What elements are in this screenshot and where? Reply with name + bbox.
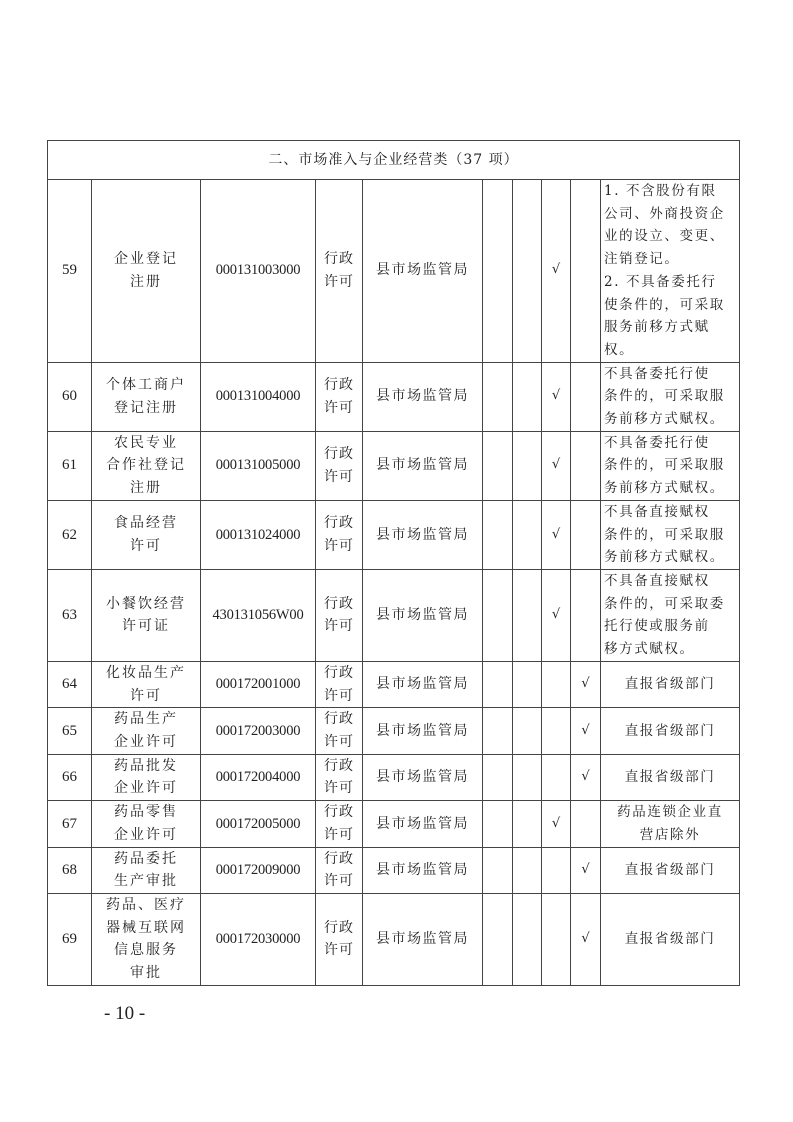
- table-row: [48, 801, 740, 847]
- name-line: 药品、医疗: [106, 896, 186, 913]
- note-line: 1. 不含股份有限: [604, 183, 717, 199]
- department: 县市场监管局: [363, 431, 483, 500]
- item-code: 430131056W00: [201, 569, 316, 661]
- type-line: 许可: [324, 826, 354, 843]
- note-line: 条件的，可采取服: [604, 457, 725, 474]
- remark: [601, 362, 740, 431]
- note-line: 务前移方式赋权。: [604, 480, 725, 497]
- item-code: 000131003000: [201, 180, 316, 363]
- name-line: 企业许可: [114, 780, 178, 797]
- check-cell-c2: [513, 569, 542, 661]
- table-row: [48, 708, 740, 754]
- item-code: 000131005000: [201, 431, 316, 500]
- type-line: 许可: [324, 618, 354, 635]
- name-line: 药品委托: [114, 850, 178, 867]
- row-number: 64: [48, 661, 92, 707]
- department: 县市场监管局: [363, 661, 483, 707]
- item-name: [92, 661, 201, 707]
- note-line: 不具备直接赋权: [604, 573, 710, 590]
- check-cell-c3: √: [542, 569, 571, 661]
- note-line: 使条件的，可采取: [604, 296, 725, 313]
- check-cell-c4: [571, 180, 601, 363]
- name-line: 药品零售: [114, 804, 178, 821]
- check-cell-c2: [513, 180, 542, 363]
- item-name: [92, 754, 201, 800]
- item-type: [316, 754, 363, 800]
- note-line: 直报省级部门: [624, 722, 716, 739]
- check-cell-c4: √: [571, 754, 601, 800]
- type-line: 行政: [324, 446, 354, 463]
- item-type: [316, 893, 363, 985]
- check-cell-c2: [513, 847, 542, 893]
- table-row: [48, 431, 740, 500]
- check-cell-c3: √: [542, 431, 571, 500]
- note-line: 直报省级部门: [624, 931, 716, 948]
- row-number: 61: [48, 431, 92, 500]
- note-line: 直报省级部门: [624, 769, 716, 786]
- check-cell-c4: √: [571, 661, 601, 707]
- check-cell-c1: [483, 362, 513, 431]
- check-cell-c3: [542, 661, 571, 707]
- type-line: 许可: [324, 273, 354, 290]
- type-line: 许可: [324, 399, 354, 416]
- department: 县市场监管局: [363, 754, 483, 800]
- table-row: [48, 661, 740, 707]
- item-code: 000131004000: [201, 362, 316, 431]
- item-type: [316, 801, 363, 847]
- remark: [601, 431, 740, 500]
- department: 县市场监管局: [363, 893, 483, 985]
- note-line: 营店除外: [639, 826, 701, 843]
- item-type: [316, 847, 363, 893]
- name-line: 企业登记: [114, 251, 178, 268]
- item-name: [92, 500, 201, 569]
- name-line: 生产审批: [114, 873, 178, 890]
- type-line: 许可: [324, 942, 354, 959]
- check-cell-c4: [571, 431, 601, 500]
- note-line: 不具备委托行使: [604, 365, 710, 382]
- check-cell-c4: [571, 500, 601, 569]
- type-line: 许可: [324, 734, 354, 751]
- type-line: 行政: [324, 376, 354, 393]
- section-row: [48, 141, 740, 180]
- table-row: [48, 180, 740, 363]
- row-number: 62: [48, 500, 92, 569]
- item-type: [316, 362, 363, 431]
- table-row: [48, 754, 740, 800]
- note-line: 注销登记。: [604, 251, 680, 268]
- item-table: [47, 140, 740, 986]
- check-cell-c2: [513, 893, 542, 985]
- note-line: 直报省级部门: [624, 676, 716, 693]
- check-cell-c4: [571, 569, 601, 661]
- type-line: 行政: [324, 804, 354, 821]
- name-line: 许可证: [122, 618, 170, 635]
- check-cell-c1: [483, 569, 513, 661]
- row-number: 59: [48, 180, 92, 363]
- check-cell-c1: [483, 431, 513, 500]
- note-line: 直报省级部门: [624, 861, 716, 878]
- note-line: 权。: [604, 341, 635, 358]
- name-line: 企业许可: [114, 734, 178, 751]
- check-cell-c2: [513, 500, 542, 569]
- note-line: 条件的，可采取服: [604, 388, 725, 405]
- table-row: [48, 847, 740, 893]
- page-number: - 10 -: [104, 1003, 146, 1024]
- note-line: 务前移方式赋权。: [604, 549, 725, 566]
- check-cell-c2: [513, 431, 542, 500]
- check-cell-c1: [483, 500, 513, 569]
- department: 县市场监管局: [363, 708, 483, 754]
- item-name: [92, 847, 201, 893]
- name-line: 药品生产: [114, 711, 178, 728]
- check-cell-c4: [571, 801, 601, 847]
- remark: [601, 893, 740, 985]
- check-cell-c4: [571, 362, 601, 431]
- name-line: 许可: [130, 537, 162, 554]
- check-cell-c1: [483, 893, 513, 985]
- name-line: 许可: [130, 687, 162, 704]
- item-name: [92, 569, 201, 661]
- check-cell-c1: [483, 847, 513, 893]
- item-name: [92, 362, 201, 431]
- type-line: 行政: [324, 515, 354, 532]
- department: 县市场监管局: [363, 847, 483, 893]
- type-line: 行政: [324, 595, 354, 612]
- remark: [601, 180, 740, 363]
- item-type: [316, 180, 363, 363]
- type-line: 许可: [324, 687, 354, 704]
- check-cell-c1: [483, 754, 513, 800]
- department: 县市场监管局: [363, 801, 483, 847]
- item-code: 000172009000: [201, 847, 316, 893]
- check-cell-c4: √: [571, 893, 601, 985]
- item-code: 000172005000: [201, 801, 316, 847]
- name-line: 化妆品生产: [106, 664, 186, 681]
- row-number: 69: [48, 893, 92, 985]
- note-line: 药品连锁企业直: [617, 804, 723, 821]
- check-cell-c4: √: [571, 847, 601, 893]
- remark: [601, 569, 740, 661]
- check-cell-c3: √: [542, 362, 571, 431]
- section-title: 二、市场准入与企业经营类（37 项）: [48, 141, 740, 180]
- note-line: 公司、外商投资企: [604, 205, 725, 222]
- note-line: 服务前移方式赋: [604, 319, 710, 336]
- check-cell-c3: [542, 754, 571, 800]
- check-cell-c2: [513, 362, 542, 431]
- check-cell-c1: [483, 708, 513, 754]
- item-type: [316, 569, 363, 661]
- item-name: [92, 801, 201, 847]
- remark: [601, 500, 740, 569]
- name-line: 审批: [130, 965, 162, 982]
- remark: [601, 801, 740, 847]
- note-line: 托行使或服务前: [604, 618, 710, 635]
- row-number: 60: [48, 362, 92, 431]
- name-line: 器械互联网: [106, 919, 186, 936]
- row-number: 65: [48, 708, 92, 754]
- row-number: 63: [48, 569, 92, 661]
- check-cell-c1: [483, 661, 513, 707]
- name-line: 企业许可: [114, 826, 178, 843]
- department: 县市场监管局: [363, 362, 483, 431]
- name-line: 农民专业: [114, 434, 178, 451]
- type-line: 许可: [324, 537, 354, 554]
- item-code: 000172030000: [201, 893, 316, 985]
- name-line: 合作社登记: [106, 457, 186, 474]
- row-number: 68: [48, 847, 92, 893]
- remark: [601, 847, 740, 893]
- check-cell-c3: √: [542, 801, 571, 847]
- item-name: [92, 893, 201, 985]
- note-line: 不具备直接赋权: [604, 503, 710, 520]
- note-line: 移方式赋权。: [604, 641, 695, 658]
- name-line: 药品批发: [114, 757, 178, 774]
- type-line: 行政: [324, 919, 354, 936]
- type-line: 行政: [324, 251, 354, 268]
- item-type: [316, 500, 363, 569]
- item-code: 000172001000: [201, 661, 316, 707]
- table-row: [48, 893, 740, 985]
- row-number: 67: [48, 801, 92, 847]
- type-line: 行政: [324, 664, 354, 681]
- check-cell-c3: [542, 708, 571, 754]
- name-line: 登记注册: [114, 399, 178, 416]
- note-line: 条件的，可采取委: [604, 595, 725, 612]
- check-cell-c3: √: [542, 180, 571, 363]
- row-number: 66: [48, 754, 92, 800]
- check-cell-c2: [513, 754, 542, 800]
- type-line: 许可: [324, 468, 354, 485]
- type-line: 行政: [324, 757, 354, 774]
- check-cell-c3: [542, 847, 571, 893]
- item-type: [316, 431, 363, 500]
- name-line: 食品经营: [114, 515, 178, 532]
- name-line: 信息服务: [114, 942, 178, 959]
- check-cell-c4: √: [571, 708, 601, 754]
- remark: [601, 754, 740, 800]
- check-cell-c3: √: [542, 500, 571, 569]
- note-line: 不具备委托行使: [604, 434, 710, 451]
- item-code: 000131024000: [201, 500, 316, 569]
- remark: [601, 708, 740, 754]
- type-line: 行政: [324, 850, 354, 867]
- department: 县市场监管局: [363, 569, 483, 661]
- table-row: [48, 500, 740, 569]
- type-line: 许可: [324, 780, 354, 797]
- check-cell-c2: [513, 661, 542, 707]
- check-cell-c3: [542, 893, 571, 985]
- item-name: [92, 180, 201, 363]
- table-row: [48, 569, 740, 661]
- remark: [601, 661, 740, 707]
- item-type: [316, 661, 363, 707]
- item-name: [92, 708, 201, 754]
- name-line: 注册: [130, 273, 162, 290]
- type-line: 许可: [324, 873, 354, 890]
- department: 县市场监管局: [363, 500, 483, 569]
- item-name: [92, 431, 201, 500]
- name-line: 小餐饮经营: [106, 595, 186, 612]
- name-line: 注册: [130, 480, 162, 497]
- note-line: 务前移方式赋权。: [604, 411, 725, 428]
- name-line: 个体工商户: [106, 376, 186, 393]
- item-code: 000172004000: [201, 754, 316, 800]
- note-line: 条件的，可采取服: [604, 526, 725, 543]
- note-line: 2. 不具备委托行: [604, 273, 717, 290]
- check-cell-c1: [483, 180, 513, 363]
- check-cell-c2: [513, 708, 542, 754]
- check-cell-c1: [483, 801, 513, 847]
- department: 县市场监管局: [363, 180, 483, 363]
- type-line: 行政: [324, 711, 354, 728]
- check-cell-c2: [513, 801, 542, 847]
- note-line: 业的设立、变更、: [604, 228, 725, 245]
- item-code: 000172003000: [201, 708, 316, 754]
- table-row: [48, 362, 740, 431]
- item-type: [316, 708, 363, 754]
